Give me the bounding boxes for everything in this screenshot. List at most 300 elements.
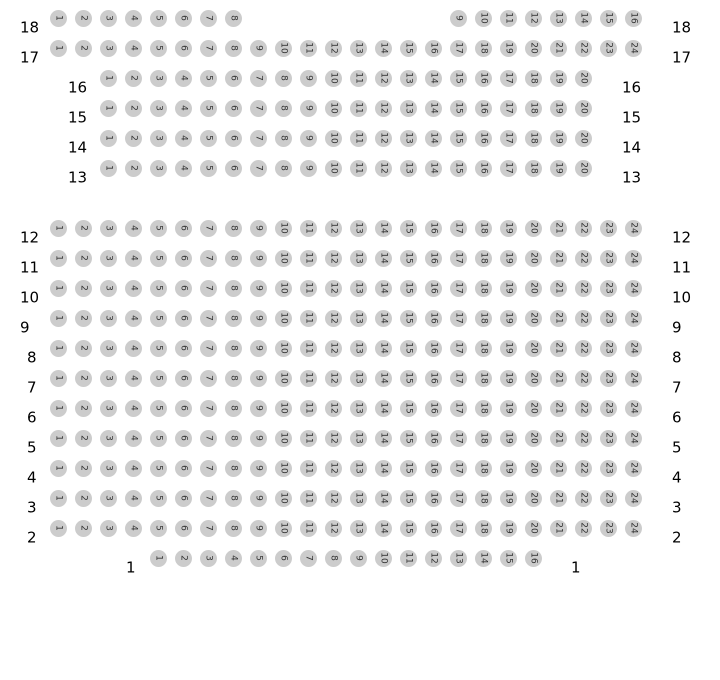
seat-row15-18[interactable] [525, 100, 542, 117]
seat-row12-3[interactable] [100, 220, 117, 237]
seat-row18-9[interactable] [450, 10, 467, 27]
seat-row17-7[interactable] [200, 40, 217, 57]
seat-row5-6[interactable] [175, 430, 192, 447]
seat-row14-15[interactable] [450, 130, 467, 147]
seat-row16-9[interactable] [300, 70, 317, 87]
seat-row11-22[interactable] [575, 250, 592, 267]
seat-row4-6[interactable] [175, 460, 192, 477]
seat-row9-21[interactable] [550, 310, 567, 327]
seat-row1-14[interactable] [475, 550, 492, 567]
seat-row2-15[interactable] [400, 520, 417, 537]
seat-row6-13[interactable] [350, 400, 367, 417]
seat-row1-3[interactable] [200, 550, 217, 567]
seat-row12-19[interactable] [500, 220, 517, 237]
seat-row18-15[interactable] [600, 10, 617, 27]
seat-row3-21[interactable] [550, 490, 567, 507]
seat-row7-5[interactable] [150, 370, 167, 387]
seat-row4-14[interactable] [375, 460, 392, 477]
seat-row16-18[interactable] [525, 70, 542, 87]
seat-row9-9[interactable] [250, 310, 267, 327]
seat-row2-18[interactable] [475, 520, 492, 537]
seat-row12-15[interactable] [400, 220, 417, 237]
seat-row10-8[interactable] [225, 280, 242, 297]
seat-row8-21[interactable] [550, 340, 567, 357]
seat-row18-12[interactable] [525, 10, 542, 27]
seat-row13-15[interactable] [450, 160, 467, 177]
seat-row12-8[interactable] [225, 220, 242, 237]
seat-row4-16[interactable] [425, 460, 442, 477]
seat-row2-10[interactable] [275, 520, 292, 537]
seat-row14-7[interactable] [250, 130, 267, 147]
seat-row12-21[interactable] [550, 220, 567, 237]
seat-row1-6[interactable] [275, 550, 292, 567]
seat-row3-23[interactable] [600, 490, 617, 507]
seat-row2-14[interactable] [375, 520, 392, 537]
seat-row10-6[interactable] [175, 280, 192, 297]
seat-row2-11[interactable] [300, 520, 317, 537]
seat-row11-20[interactable] [525, 250, 542, 267]
seat-row3-1[interactable] [50, 490, 67, 507]
seat-row1-7[interactable] [300, 550, 317, 567]
seat-row8-11[interactable] [300, 340, 317, 357]
seat-row8-5[interactable] [150, 340, 167, 357]
seat-row3-10[interactable] [275, 490, 292, 507]
seat-row5-5[interactable] [150, 430, 167, 447]
seat-row17-8[interactable] [225, 40, 242, 57]
seat-row3-18[interactable] [475, 490, 492, 507]
seat-row2-12[interactable] [325, 520, 342, 537]
seat-row11-8[interactable] [225, 250, 242, 267]
seat-row5-3[interactable] [100, 430, 117, 447]
seat-row17-13[interactable] [350, 40, 367, 57]
seat-row18-4[interactable] [125, 10, 142, 27]
seat-row4-23[interactable] [600, 460, 617, 477]
seat-row2-9[interactable] [250, 520, 267, 537]
seat-row8-1[interactable] [50, 340, 67, 357]
seat-row17-11[interactable] [300, 40, 317, 57]
seat-row9-17[interactable] [450, 310, 467, 327]
seat-row3-20[interactable] [525, 490, 542, 507]
seat-row16-16[interactable] [475, 70, 492, 87]
seat-row8-13[interactable] [350, 340, 367, 357]
seat-row8-7[interactable] [200, 340, 217, 357]
seat-row5-22[interactable] [575, 430, 592, 447]
seat-row13-18[interactable] [525, 160, 542, 177]
seat-row14-13[interactable] [400, 130, 417, 147]
seat-row11-19[interactable] [500, 250, 517, 267]
seat-row1-9[interactable] [350, 550, 367, 567]
seat-row16-4[interactable] [175, 70, 192, 87]
seat-row7-20[interactable] [525, 370, 542, 387]
seat-row15-3[interactable] [150, 100, 167, 117]
seat-row2-2[interactable] [75, 520, 92, 537]
seat-row3-12[interactable] [325, 490, 342, 507]
seat-row2-8[interactable] [225, 520, 242, 537]
seat-row17-19[interactable] [500, 40, 517, 57]
seat-row4-21[interactable] [550, 460, 567, 477]
seat-row14-1[interactable] [100, 130, 117, 147]
seat-row3-3[interactable] [100, 490, 117, 507]
seat-row8-9[interactable] [250, 340, 267, 357]
seat-row17-23[interactable] [600, 40, 617, 57]
seat-row17-20[interactable] [525, 40, 542, 57]
seat-row17-3[interactable] [100, 40, 117, 57]
seat-row6-4[interactable] [125, 400, 142, 417]
seat-row17-16[interactable] [425, 40, 442, 57]
seat-row15-13[interactable] [400, 100, 417, 117]
seat-row11-13[interactable] [350, 250, 367, 267]
seat-row9-16[interactable] [425, 310, 442, 327]
seat-row10-9[interactable] [250, 280, 267, 297]
seat-row7-4[interactable] [125, 370, 142, 387]
seat-row7-14[interactable] [375, 370, 392, 387]
seat-row17-15[interactable] [400, 40, 417, 57]
seat-row2-24[interactable] [625, 520, 642, 537]
seat-row2-22[interactable] [575, 520, 592, 537]
seat-row1-2[interactable] [175, 550, 192, 567]
seat-row7-21[interactable] [550, 370, 567, 387]
seat-row12-17[interactable] [450, 220, 467, 237]
seat-row6-9[interactable] [250, 400, 267, 417]
seat-row18-11[interactable] [500, 10, 517, 27]
seat-row14-5[interactable] [200, 130, 217, 147]
seat-row15-10[interactable] [325, 100, 342, 117]
seat-row9-20[interactable] [525, 310, 542, 327]
seat-row17-22[interactable] [575, 40, 592, 57]
seat-row10-17[interactable] [450, 280, 467, 297]
seat-row4-7[interactable] [200, 460, 217, 477]
seat-row7-3[interactable] [100, 370, 117, 387]
seat-row14-19[interactable] [550, 130, 567, 147]
seat-row16-15[interactable] [450, 70, 467, 87]
seat-row7-7[interactable] [200, 370, 217, 387]
seat-row2-13[interactable] [350, 520, 367, 537]
seat-row2-17[interactable] [450, 520, 467, 537]
seat-row7-24[interactable] [625, 370, 642, 387]
seat-row2-3[interactable] [100, 520, 117, 537]
seat-row5-18[interactable] [475, 430, 492, 447]
seat-row14-10[interactable] [325, 130, 342, 147]
seat-row14-14[interactable] [425, 130, 442, 147]
seat-row9-15[interactable] [400, 310, 417, 327]
seat-row15-9[interactable] [300, 100, 317, 117]
seat-row16-1[interactable] [100, 70, 117, 87]
seat-row9-23[interactable] [600, 310, 617, 327]
seat-row13-12[interactable] [375, 160, 392, 177]
seat-row16-3[interactable] [150, 70, 167, 87]
seat-row7-1[interactable] [50, 370, 67, 387]
seat-row5-13[interactable] [350, 430, 367, 447]
seat-row10-3[interactable] [100, 280, 117, 297]
seat-row8-8[interactable] [225, 340, 242, 357]
seat-row7-18[interactable] [475, 370, 492, 387]
seat-row1-13[interactable] [450, 550, 467, 567]
seat-row9-18[interactable] [475, 310, 492, 327]
seat-row9-2[interactable] [75, 310, 92, 327]
seat-row10-15[interactable] [400, 280, 417, 297]
seat-row9-14[interactable] [375, 310, 392, 327]
seat-row9-5[interactable] [150, 310, 167, 327]
seat-row14-11[interactable] [350, 130, 367, 147]
seat-row5-2[interactable] [75, 430, 92, 447]
seat-row8-14[interactable] [375, 340, 392, 357]
seat-row4-10[interactable] [275, 460, 292, 477]
seat-row5-16[interactable] [425, 430, 442, 447]
seat-row14-4[interactable] [175, 130, 192, 147]
seat-row10-10[interactable] [275, 280, 292, 297]
seat-row5-17[interactable] [450, 430, 467, 447]
seat-row10-13[interactable] [350, 280, 367, 297]
seat-row5-7[interactable] [200, 430, 217, 447]
seat-row13-19[interactable] [550, 160, 567, 177]
seat-row12-1[interactable] [50, 220, 67, 237]
seat-row2-1[interactable] [50, 520, 67, 537]
seat-row12-9[interactable] [250, 220, 267, 237]
seat-row11-17[interactable] [450, 250, 467, 267]
seat-row7-17[interactable] [450, 370, 467, 387]
seat-row12-18[interactable] [475, 220, 492, 237]
seat-row9-11[interactable] [300, 310, 317, 327]
seat-row9-6[interactable] [175, 310, 192, 327]
seat-row18-7[interactable] [200, 10, 217, 27]
seat-row1-12[interactable] [425, 550, 442, 567]
seat-row7-10[interactable] [275, 370, 292, 387]
seat-row1-1[interactable] [150, 550, 167, 567]
seat-row9-22[interactable] [575, 310, 592, 327]
seat-row4-24[interactable] [625, 460, 642, 477]
seat-row13-14[interactable] [425, 160, 442, 177]
seat-row17-5[interactable] [150, 40, 167, 57]
seat-row2-7[interactable] [200, 520, 217, 537]
seat-row15-12[interactable] [375, 100, 392, 117]
seat-row12-11[interactable] [300, 220, 317, 237]
seat-row4-9[interactable] [250, 460, 267, 477]
seat-row7-12[interactable] [325, 370, 342, 387]
seat-row6-10[interactable] [275, 400, 292, 417]
seat-row5-24[interactable] [625, 430, 642, 447]
seat-row8-16[interactable] [425, 340, 442, 357]
seat-row8-3[interactable] [100, 340, 117, 357]
seat-row6-16[interactable] [425, 400, 442, 417]
seat-row6-14[interactable] [375, 400, 392, 417]
seat-row4-2[interactable] [75, 460, 92, 477]
seat-row10-23[interactable] [600, 280, 617, 297]
seat-row10-12[interactable] [325, 280, 342, 297]
seat-row1-16[interactable] [525, 550, 542, 567]
seat-row11-6[interactable] [175, 250, 192, 267]
seat-row6-23[interactable] [600, 400, 617, 417]
seat-row10-18[interactable] [475, 280, 492, 297]
seat-row7-13[interactable] [350, 370, 367, 387]
seat-row16-5[interactable] [200, 70, 217, 87]
seat-row13-11[interactable] [350, 160, 367, 177]
seat-row14-2[interactable] [125, 130, 142, 147]
seat-row3-16[interactable] [425, 490, 442, 507]
seat-row16-19[interactable] [550, 70, 567, 87]
seat-row18-5[interactable] [150, 10, 167, 27]
seat-row18-2[interactable] [75, 10, 92, 27]
seat-row6-20[interactable] [525, 400, 542, 417]
seat-row15-11[interactable] [350, 100, 367, 117]
seat-row4-13[interactable] [350, 460, 367, 477]
seat-row6-22[interactable] [575, 400, 592, 417]
seat-row14-8[interactable] [275, 130, 292, 147]
seat-row5-20[interactable] [525, 430, 542, 447]
seat-row16-11[interactable] [350, 70, 367, 87]
seat-row11-18[interactable] [475, 250, 492, 267]
seat-row7-19[interactable] [500, 370, 517, 387]
seat-row18-16[interactable] [625, 10, 642, 27]
seat-row15-6[interactable] [225, 100, 242, 117]
seat-row4-22[interactable] [575, 460, 592, 477]
seat-row4-15[interactable] [400, 460, 417, 477]
seat-row17-12[interactable] [325, 40, 342, 57]
seat-row16-7[interactable] [250, 70, 267, 87]
seat-row15-19[interactable] [550, 100, 567, 117]
seat-row6-6[interactable] [175, 400, 192, 417]
seat-row12-2[interactable] [75, 220, 92, 237]
seat-row5-15[interactable] [400, 430, 417, 447]
seat-row6-15[interactable] [400, 400, 417, 417]
seat-row5-11[interactable] [300, 430, 317, 447]
seat-row13-9[interactable] [300, 160, 317, 177]
seat-row4-17[interactable] [450, 460, 467, 477]
seat-row7-8[interactable] [225, 370, 242, 387]
seat-row11-15[interactable] [400, 250, 417, 267]
seat-row17-18[interactable] [475, 40, 492, 57]
seat-row18-8[interactable] [225, 10, 242, 27]
seat-row6-21[interactable] [550, 400, 567, 417]
seat-row4-8[interactable] [225, 460, 242, 477]
seat-row17-9[interactable] [250, 40, 267, 57]
seat-row1-15[interactable] [500, 550, 517, 567]
seat-row3-2[interactable] [75, 490, 92, 507]
seat-row16-20[interactable] [575, 70, 592, 87]
seat-row3-22[interactable] [575, 490, 592, 507]
seat-row2-5[interactable] [150, 520, 167, 537]
seat-row5-1[interactable] [50, 430, 67, 447]
seat-row15-8[interactable] [275, 100, 292, 117]
seat-row13-6[interactable] [225, 160, 242, 177]
seat-row17-14[interactable] [375, 40, 392, 57]
seat-row6-3[interactable] [100, 400, 117, 417]
seat-row12-6[interactable] [175, 220, 192, 237]
seat-row8-12[interactable] [325, 340, 342, 357]
seat-row11-9[interactable] [250, 250, 267, 267]
seat-row3-14[interactable] [375, 490, 392, 507]
seat-row4-18[interactable] [475, 460, 492, 477]
seat-row12-16[interactable] [425, 220, 442, 237]
seat-row9-8[interactable] [225, 310, 242, 327]
seat-row13-1[interactable] [100, 160, 117, 177]
seat-row18-1[interactable] [50, 10, 67, 27]
seat-row14-18[interactable] [525, 130, 542, 147]
seat-row4-19[interactable] [500, 460, 517, 477]
seat-row11-12[interactable] [325, 250, 342, 267]
seat-row15-2[interactable] [125, 100, 142, 117]
seat-row6-17[interactable] [450, 400, 467, 417]
seat-row11-7[interactable] [200, 250, 217, 267]
seat-row3-11[interactable] [300, 490, 317, 507]
seat-row4-20[interactable] [525, 460, 542, 477]
seat-row13-4[interactable] [175, 160, 192, 177]
seat-row2-6[interactable] [175, 520, 192, 537]
seat-row11-3[interactable] [100, 250, 117, 267]
seat-row12-4[interactable] [125, 220, 142, 237]
seat-row11-11[interactable] [300, 250, 317, 267]
seat-row16-14[interactable] [425, 70, 442, 87]
seat-row14-17[interactable] [500, 130, 517, 147]
seat-row14-3[interactable] [150, 130, 167, 147]
seat-row8-17[interactable] [450, 340, 467, 357]
seat-row13-17[interactable] [500, 160, 517, 177]
seat-row15-1[interactable] [100, 100, 117, 117]
seat-row15-16[interactable] [475, 100, 492, 117]
seat-row4-4[interactable] [125, 460, 142, 477]
seat-row7-23[interactable] [600, 370, 617, 387]
seat-row9-19[interactable] [500, 310, 517, 327]
seat-row7-16[interactable] [425, 370, 442, 387]
seat-row5-8[interactable] [225, 430, 242, 447]
seat-row13-3[interactable] [150, 160, 167, 177]
seat-row16-13[interactable] [400, 70, 417, 87]
seat-row6-18[interactable] [475, 400, 492, 417]
seat-row12-22[interactable] [575, 220, 592, 237]
seat-row10-5[interactable] [150, 280, 167, 297]
seat-row13-8[interactable] [275, 160, 292, 177]
seat-row11-23[interactable] [600, 250, 617, 267]
seat-row6-12[interactable] [325, 400, 342, 417]
seat-row8-4[interactable] [125, 340, 142, 357]
seat-row3-4[interactable] [125, 490, 142, 507]
seat-row5-10[interactable] [275, 430, 292, 447]
seat-row18-6[interactable] [175, 10, 192, 27]
seat-row10-2[interactable] [75, 280, 92, 297]
seat-row16-12[interactable] [375, 70, 392, 87]
seat-row7-22[interactable] [575, 370, 592, 387]
seat-row16-6[interactable] [225, 70, 242, 87]
seat-row12-7[interactable] [200, 220, 217, 237]
seat-row9-13[interactable] [350, 310, 367, 327]
seat-row9-10[interactable] [275, 310, 292, 327]
seat-row16-2[interactable] [125, 70, 142, 87]
seat-row9-1[interactable] [50, 310, 67, 327]
seat-row16-8[interactable] [275, 70, 292, 87]
seat-row10-4[interactable] [125, 280, 142, 297]
seat-row10-19[interactable] [500, 280, 517, 297]
seat-row8-19[interactable] [500, 340, 517, 357]
seat-row11-24[interactable] [625, 250, 642, 267]
seat-row8-24[interactable] [625, 340, 642, 357]
seat-row7-15[interactable] [400, 370, 417, 387]
seat-row5-23[interactable] [600, 430, 617, 447]
seat-row3-17[interactable] [450, 490, 467, 507]
seat-row15-7[interactable] [250, 100, 267, 117]
seat-row6-5[interactable] [150, 400, 167, 417]
seat-row17-6[interactable] [175, 40, 192, 57]
seat-row10-21[interactable] [550, 280, 567, 297]
seat-row18-13[interactable] [550, 10, 567, 27]
seat-row10-11[interactable] [300, 280, 317, 297]
seat-row12-24[interactable] [625, 220, 642, 237]
seat-row8-23[interactable] [600, 340, 617, 357]
seat-row10-24[interactable] [625, 280, 642, 297]
seat-row8-20[interactable] [525, 340, 542, 357]
seat-row3-15[interactable] [400, 490, 417, 507]
seat-row14-16[interactable] [475, 130, 492, 147]
seat-row8-2[interactable] [75, 340, 92, 357]
seat-row12-20[interactable] [525, 220, 542, 237]
